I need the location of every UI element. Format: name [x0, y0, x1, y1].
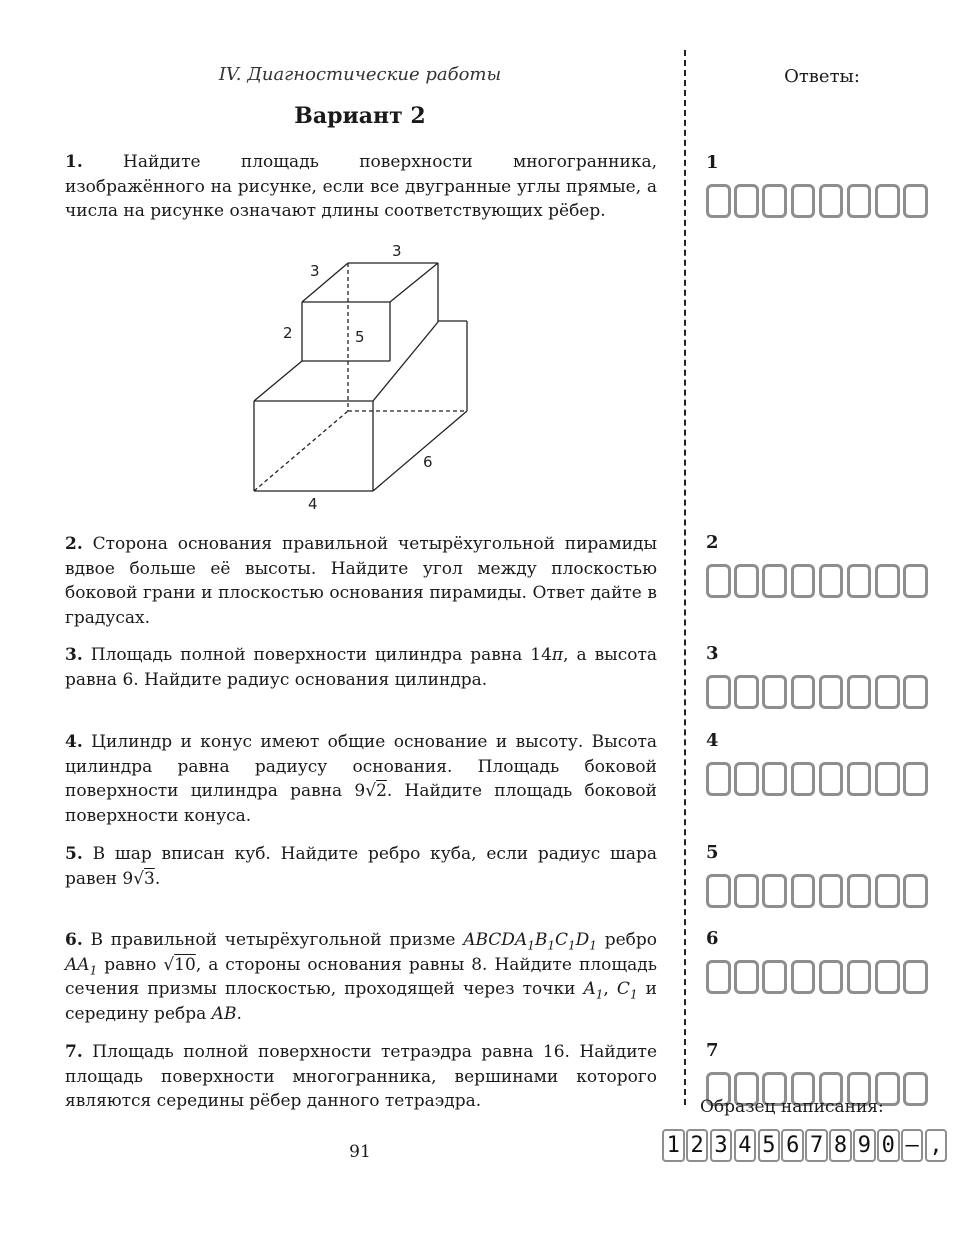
answer-cell[interactable]	[875, 762, 900, 796]
answer-cell[interactable]	[903, 1072, 928, 1106]
problem-text: , а высота равна 6. Найдите радиус основания цилиндра.	[65, 645, 658, 690]
problem-number: 5.	[65, 844, 83, 864]
answer-cell[interactable]	[706, 960, 731, 994]
sample-char: 3	[710, 1129, 733, 1162]
problem-text: Цилиндр и конус имеют общие основание и высоту. Высота цилиндра равна радиусу основания. Площадь боковой поверхности цилиндра равна 9	[65, 732, 658, 801]
edge	[373, 411, 467, 491]
answer-cell[interactable]	[819, 960, 844, 994]
problem-number: 3.	[65, 645, 83, 665]
answer-cell[interactable]	[847, 762, 872, 796]
problem-4	[65, 730, 657, 828]
answer-cell[interactable]	[791, 874, 816, 908]
answer-cell[interactable]	[819, 564, 844, 598]
sample-label: Образец написания:	[700, 1097, 884, 1117]
answer-cell[interactable]	[734, 960, 759, 994]
sqrt-radicand: 10	[174, 954, 196, 975]
answer-cell[interactable]	[791, 960, 816, 994]
answer-number-7: 7	[706, 1040, 719, 1061]
sample-char: 5	[758, 1129, 781, 1162]
sample-char: 0	[877, 1129, 900, 1162]
answer-cell[interactable]	[791, 675, 816, 709]
answer-cell[interactable]	[734, 874, 759, 908]
pi-symbol: π	[551, 645, 564, 665]
answer-cell[interactable]	[875, 874, 900, 908]
hidden-edge	[254, 411, 348, 491]
answer-cell[interactable]	[734, 564, 759, 598]
polyhedron-drawing	[240, 236, 490, 516]
problem-1	[65, 150, 657, 224]
sqrt-sign: √	[163, 954, 175, 975]
edge-name: $AA_1$	[65, 954, 98, 977]
answer-cell[interactable]	[847, 874, 872, 908]
answer-cell[interactable]	[819, 762, 844, 796]
edge-label: 3	[392, 242, 402, 260]
problem-text: Сторона основания правильной четырёхугольной пирамиды вдвое больше её высоты. Найдите угол между плоскостью боковой грани и плоскостью основания пирамиды. Ответ дайте в градусах.	[65, 534, 657, 628]
answer-boxes-1[interactable]	[706, 184, 932, 218]
answer-cell[interactable]	[791, 762, 816, 796]
answer-cell[interactable]	[734, 184, 759, 218]
answer-number-4: 4	[706, 730, 719, 751]
problem-number: 2.	[65, 534, 83, 554]
variant-title: Вариант 2	[294, 103, 426, 129]
edge-label: 6	[423, 453, 433, 471]
problem-3	[65, 643, 657, 692]
answer-cell[interactable]	[819, 874, 844, 908]
sample-char: ,	[925, 1129, 948, 1162]
answer-cell[interactable]	[762, 675, 787, 709]
edge	[390, 263, 438, 302]
problem-text: Площадь полной поверхности цилиндра равна 14	[90, 645, 552, 665]
answer-cell[interactable]	[875, 184, 900, 218]
answer-cell[interactable]	[875, 960, 900, 994]
answer-cell[interactable]	[706, 675, 731, 709]
problem-number: 6.	[65, 930, 83, 950]
sqrt-radicand: 2	[376, 781, 387, 801]
polyhedron-figure	[240, 236, 490, 520]
problem-text: В шар вписан куб. Найдите ребро куба, если радиус шара равен 9	[65, 844, 657, 889]
answer-cell[interactable]	[903, 762, 928, 796]
problem-text: равно	[104, 954, 157, 975]
answer-cell[interactable]	[706, 762, 731, 796]
answer-cell[interactable]	[762, 960, 787, 994]
sqrt-sign: √	[365, 781, 377, 801]
answer-cell[interactable]	[903, 874, 928, 908]
problem-7	[65, 1040, 657, 1114]
answer-cell[interactable]	[734, 762, 759, 796]
problem-text: . Найдите площадь боковой поверхности конуса.	[65, 781, 657, 826]
answer-number-2: 2	[706, 532, 719, 553]
answer-cell[interactable]	[903, 564, 928, 598]
sample-char: 1	[662, 1129, 685, 1162]
answer-cell[interactable]	[706, 184, 731, 218]
problem-text: , а стороны основания равны 8. Найдите площадь сечения призмы плоскостью, проходящей через точки	[65, 954, 658, 999]
answer-cell[interactable]	[847, 184, 872, 218]
answer-cell[interactable]	[847, 675, 872, 709]
answer-cell[interactable]	[762, 874, 787, 908]
problem-text: ребро	[604, 930, 657, 950]
answer-number-3: 3	[706, 643, 719, 664]
problem-text: .	[154, 868, 161, 889]
answer-boxes-5[interactable]	[706, 874, 932, 908]
writing-sample	[662, 1129, 949, 1162]
dashed-divider	[684, 50, 686, 1105]
edge	[302, 263, 348, 302]
answer-cell[interactable]	[847, 960, 872, 994]
answer-number-5: 5	[706, 842, 719, 863]
answers-title: Ответы:	[784, 66, 860, 87]
answer-cell[interactable]	[819, 675, 844, 709]
problem-number: 7.	[65, 1042, 83, 1062]
answer-cell[interactable]	[762, 184, 787, 218]
answer-number-1: 1	[706, 152, 719, 173]
answer-cell[interactable]	[903, 960, 928, 994]
edge-ab: AB	[211, 1003, 237, 1024]
answer-boxes-6[interactable]	[706, 960, 932, 994]
answer-cell[interactable]	[706, 874, 731, 908]
answer-cell[interactable]	[819, 184, 844, 218]
answer-cell[interactable]	[734, 675, 759, 709]
answer-cell[interactable]	[875, 564, 900, 598]
sqrt-sign: √	[133, 868, 145, 889]
chapter-header: IV. Диагностические работы	[218, 64, 502, 85]
problem-text: Найдите площадь поверхности многогранника, изображённого на рисунке, если все двугранные углы прямые, а числа на рисунке означают длины соответствующих рёбер.	[65, 152, 657, 221]
answer-cell[interactable]	[875, 675, 900, 709]
answer-cell[interactable]	[791, 184, 816, 218]
sqrt-radicand: 3	[144, 868, 155, 889]
sample-char: –	[901, 1129, 924, 1162]
problem-text: и середину ребра	[65, 979, 658, 1024]
answer-boxes-2[interactable]	[706, 564, 932, 598]
problem-2	[65, 532, 657, 630]
answer-cell[interactable]	[903, 675, 928, 709]
sample-char: 7	[805, 1129, 828, 1162]
sample-char: 6	[781, 1129, 804, 1162]
punct: .	[236, 1003, 242, 1024]
problem-number: 4.	[65, 732, 83, 752]
answer-cell[interactable]	[762, 564, 787, 598]
sample-char: 9	[853, 1129, 876, 1162]
problem-5	[65, 842, 657, 891]
answer-cell[interactable]	[847, 564, 872, 598]
edge-label: 4	[308, 495, 318, 513]
point-a1: $A_1$	[583, 979, 604, 1002]
sample-char: 8	[829, 1129, 852, 1162]
answer-cell[interactable]	[706, 564, 731, 598]
edge-label: 2	[283, 324, 293, 342]
problem-6	[65, 928, 657, 1026]
answer-cell[interactable]	[791, 564, 816, 598]
problem-text: Площадь полной поверхности тетраэдра равна 16. Найдите площадь поверхности многогранника, вершинами которого являются середины рёбер данного тетраэдра.	[65, 1042, 658, 1111]
sample-char: 2	[686, 1129, 709, 1162]
edge-label: 5	[355, 328, 365, 346]
point-c1: $C_1$	[616, 979, 638, 1002]
prism-name: $ABCDA_1B_1C_1D_1$	[463, 930, 597, 953]
edge	[254, 361, 302, 401]
answer-boxes-4[interactable]	[706, 762, 932, 796]
answer-cell[interactable]	[903, 184, 928, 218]
problem-text: В правильной четырёхугольной призме	[90, 930, 456, 950]
answer-number-6: 6	[706, 928, 719, 949]
page-number: 91	[349, 1142, 371, 1162]
sample-char: 4	[734, 1129, 757, 1162]
punct: ,	[603, 979, 609, 999]
edge-label: 3	[310, 262, 320, 280]
problem-number: 1.	[65, 152, 83, 172]
answer-cell[interactable]	[762, 762, 787, 796]
answer-boxes-3[interactable]	[706, 675, 932, 709]
